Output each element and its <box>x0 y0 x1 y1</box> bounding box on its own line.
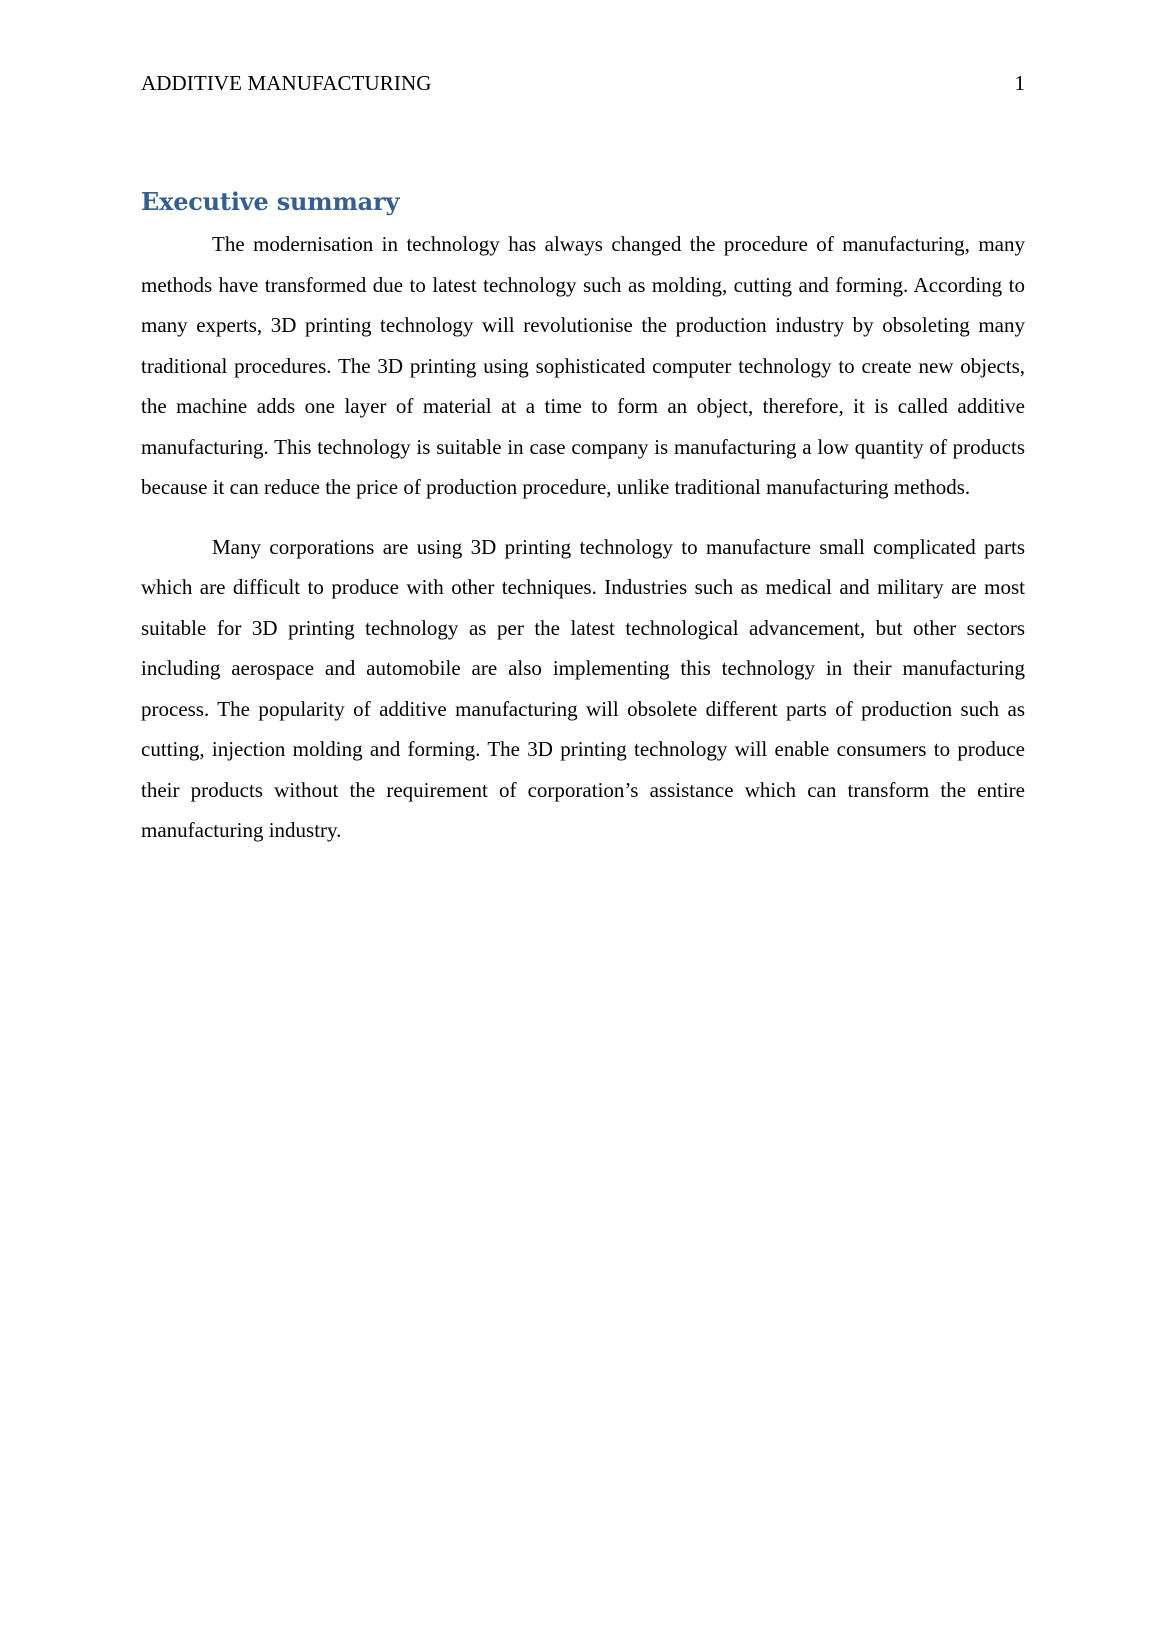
running-header-title: ADDITIVE MANUFACTURING <box>141 71 432 95</box>
page-number: 1 <box>1014 71 1025 95</box>
section-heading: Executive summary <box>141 187 400 216</box>
running-header <box>141 68 1025 98</box>
paragraph-adoption: Many corporations are using 3D printing technology to manufacture small complicated parts which are difficult to produce with other techniques. Industries such as medical and military are most suitable for 3D printing technology as per the latest technological advancement, but other sectors including aerospace and automobile are also implementing this technology in their manufacturing process. The popularity of additive manufacturing will obsolete different parts of production such as cutting, injection molding and forming. The 3D printing technology will enable consumers to produce their products without the requirement of corporation’s assistance which can transform the entire manufacturing industry. <box>141 534 1025 842</box>
paragraph-intro: The modernisation in technology has always changed the procedure of manufacturing, many methods have transformed due to latest technology such as molding, cutting and forming. According to many experts, 3D printing technology will revolutionise the production industry by obsoleting many traditional procedures. The 3D printing using sophisticated computer technology to create new objects, the machine adds one layer of material at a time to form an object, therefore, it is called additive manufacturing. This technology is suitable in case company is manufacturing a low quantity of products because it can reduce the price of production procedure, unlike traditional manufacturing methods. <box>141 232 1025 499</box>
document-body <box>141 186 1025 870</box>
